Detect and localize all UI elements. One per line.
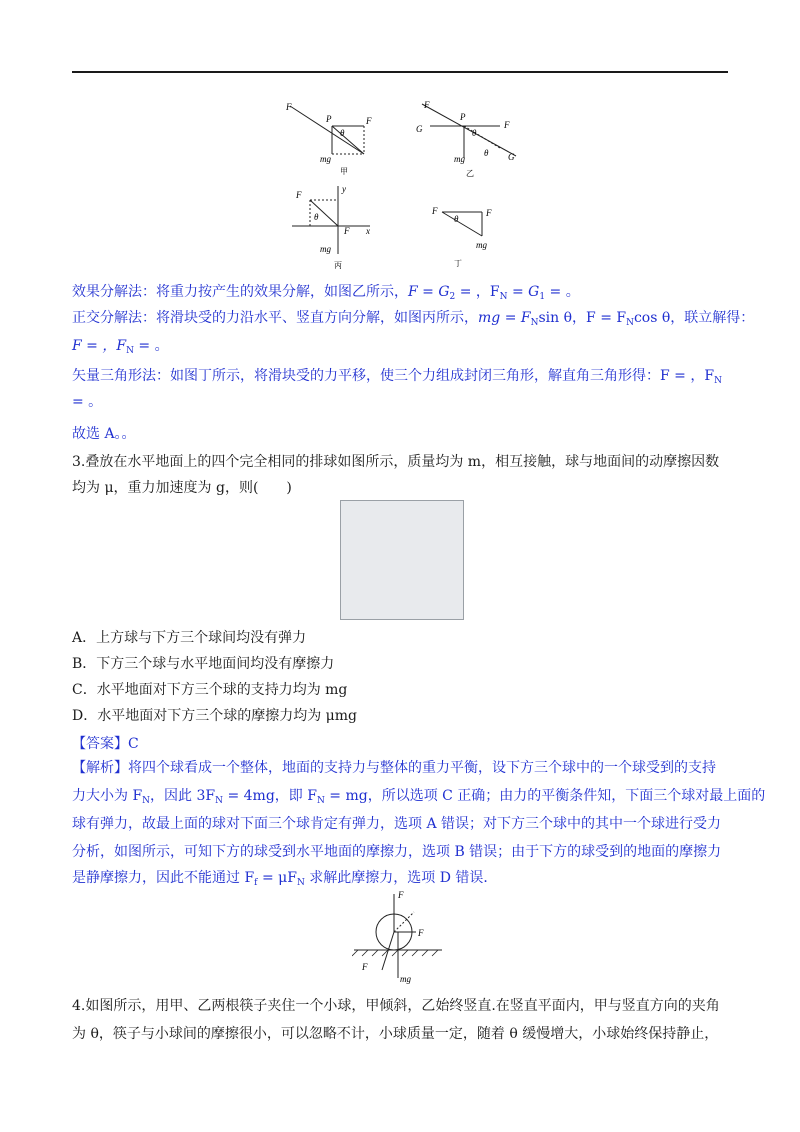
- q3-option-c: [72, 680, 732, 700]
- q3-stem2: 均为 μ，重力加速度为 g，则( ): [72, 480, 292, 496]
- fig-caption: 丁: [454, 259, 462, 268]
- fig-label: x: [366, 226, 370, 236]
- fig-label: y: [342, 184, 346, 194]
- q4-text: 为 θ，筷子与小球间的摩擦很小，可以忽略不计，小球质量一定，随着 θ 缓慢增大，小球始终保持静止，: [72, 1026, 719, 1042]
- figure-bing: [290, 182, 380, 270]
- method1-text-2: = ，F: [455, 284, 500, 300]
- method2-sub-3: N: [126, 346, 134, 356]
- method2-text: 正交分解法：将滑块受的力沿水平、竖直方向分解，如图丙所示，: [72, 310, 478, 326]
- fig-label: θ: [484, 148, 489, 158]
- fig-label: mg: [320, 244, 331, 254]
- method1-sub: 2: [449, 292, 456, 302]
- method2-sub-2: N: [626, 318, 634, 328]
- option-b-text: B．下方三个球与水平地面间均没有摩擦力: [72, 656, 335, 672]
- q3-option-d: [72, 706, 732, 726]
- fig-label: mg: [454, 154, 465, 164]
- option-a-text: A．上方球与下方三个球间均没有弹力: [72, 630, 307, 646]
- fig-label: mg: [320, 154, 331, 164]
- figure-jia: [282, 98, 392, 178]
- method1-formula: F = G: [408, 284, 450, 300]
- answer-label: 【答案】C: [72, 736, 139, 752]
- image-placeholder: [340, 500, 464, 620]
- fig-label: θ: [340, 128, 345, 138]
- analysis-sub: N: [296, 878, 305, 888]
- analysis-text: 【解析】将四个球看成一个整体，地面的支持力与整体的重力平衡，设下方三个球中的一个球受到的支持: [72, 760, 716, 776]
- fig-label: F: [296, 190, 302, 200]
- analysis-sub: f: [254, 878, 258, 888]
- method-orthogonal-result: [72, 336, 732, 361]
- fig-label: G: [508, 152, 515, 162]
- method2-sub: N: [530, 318, 539, 328]
- analysis-text: 求解此摩擦力，选项 D 错误．: [304, 870, 498, 886]
- fig-caption: 甲: [340, 167, 348, 176]
- method2-tail: = 。: [133, 338, 169, 354]
- q3-analysis-line4: [72, 842, 732, 862]
- choose-text: 故选 A。。: [72, 426, 136, 442]
- fig-label: F: [286, 102, 292, 112]
- fig-label: F: [362, 962, 368, 972]
- fig-caption: 乙: [466, 169, 474, 178]
- method1-sub-3: 1: [539, 292, 546, 302]
- fig-label: mg: [476, 240, 487, 250]
- figure-ding: [430, 198, 510, 270]
- q4-line2: [72, 1024, 732, 1044]
- fig-label: F: [344, 226, 350, 236]
- option-d-text: D．水平地面对下方三个球的摩擦力均为 μmg: [72, 708, 358, 724]
- analysis-text: ，因此 3F: [150, 788, 216, 804]
- q3-option-b: [72, 654, 732, 674]
- method-orthogonal-decomposition: [72, 308, 755, 333]
- method3-tail: = 。: [72, 394, 103, 410]
- q3-stem1: 3.叠放在水平地面上的四个完全相同的排球如图所示，质量均为 m，相互接触，球与地面间的动摩擦因数: [72, 454, 720, 470]
- fig-label: F: [398, 890, 404, 900]
- fig-label: F: [504, 120, 510, 130]
- method-vector-triangle: [72, 366, 732, 391]
- method2-text-3: cos θ，联立解得：: [633, 310, 755, 326]
- figure-yi: [412, 98, 536, 180]
- q3-option-a: [72, 628, 732, 648]
- analysis-text: 是静摩擦力，因此不能通过 F: [72, 870, 255, 886]
- analysis-sub: N: [215, 796, 223, 806]
- fig-label: F: [366, 116, 372, 126]
- q3-stem-line1: [72, 452, 732, 472]
- method-vector-result: [72, 392, 732, 412]
- fig-label: F: [418, 928, 424, 938]
- fig-label: mg: [400, 974, 411, 984]
- fig-label: P: [326, 114, 332, 124]
- figure-ball-force-diagram: [352, 886, 452, 990]
- fig-label: F: [424, 100, 430, 110]
- fig-label: θ: [314, 212, 319, 222]
- fig-caption: 丙: [334, 261, 342, 270]
- fig-label: F: [486, 208, 492, 218]
- q3-analysis-line2: [72, 786, 766, 811]
- method-effect-decomposition: [72, 282, 732, 307]
- analysis-text: 球有弹力，故最上面的球对下面三个球肯定有弹力，选项 A 错误；对下方三个球中的其中一个球进行受力: [72, 816, 722, 832]
- q3-analysis-line3: [72, 814, 732, 834]
- fig-label: F: [432, 206, 438, 216]
- q3-stem-line2: [72, 478, 732, 498]
- method1-sub-2: N: [499, 292, 508, 302]
- fig-label: θ: [472, 128, 477, 138]
- analysis-text: 分析，如图所示，可知下方的球受到水平地面的摩擦力，选项 B 错误；由于下方的球受到的地面的摩擦力: [72, 844, 722, 860]
- method1-text: 效果分解法：将重力按产生的效果分解，如图乙所示，: [72, 284, 408, 300]
- fig-label: G: [416, 124, 423, 134]
- method2-result: F = ，F: [72, 338, 127, 354]
- method1-tail: = 。: [545, 284, 580, 300]
- q3-answer: [72, 734, 732, 754]
- method1-formula-2: = G: [507, 284, 540, 300]
- analysis-text: 力大小为 F: [72, 788, 143, 804]
- analysis-text: = 4mg，即 F: [223, 788, 317, 804]
- option-c-text: C．水平地面对下方三个球的支持力均为 mg: [72, 682, 348, 698]
- q4-line1: [72, 996, 732, 1016]
- method3-sub: N: [714, 376, 722, 386]
- header-rule: [72, 71, 728, 73]
- method3-text: 矢量三角形法：如图丁所示，将滑块受的力平移，使三个力组成封闭三角形，解直角三角形得：F = ，F: [72, 368, 715, 384]
- analysis-sub: N: [316, 796, 325, 806]
- q4-text: 4.如图所示，用甲、乙两根筷子夹住一个小球，甲倾斜，乙始终竖直.在竖直平面内，甲与竖直方向的夹角: [72, 998, 720, 1014]
- q3-analysis-line1: [72, 758, 732, 778]
- analysis-text: = mg，所以选项 C 正确；由力的平衡条件知，下面三个球对最上面的: [324, 788, 766, 804]
- choose-answer: [72, 424, 732, 444]
- fig-label: P: [460, 112, 466, 122]
- fig-label: θ: [454, 214, 459, 224]
- method2-text-2: sin θ，F = F: [538, 310, 627, 326]
- analysis-sub: N: [142, 796, 151, 806]
- method2-formula: mg = F: [478, 310, 531, 326]
- analysis-text: = μF: [257, 870, 297, 886]
